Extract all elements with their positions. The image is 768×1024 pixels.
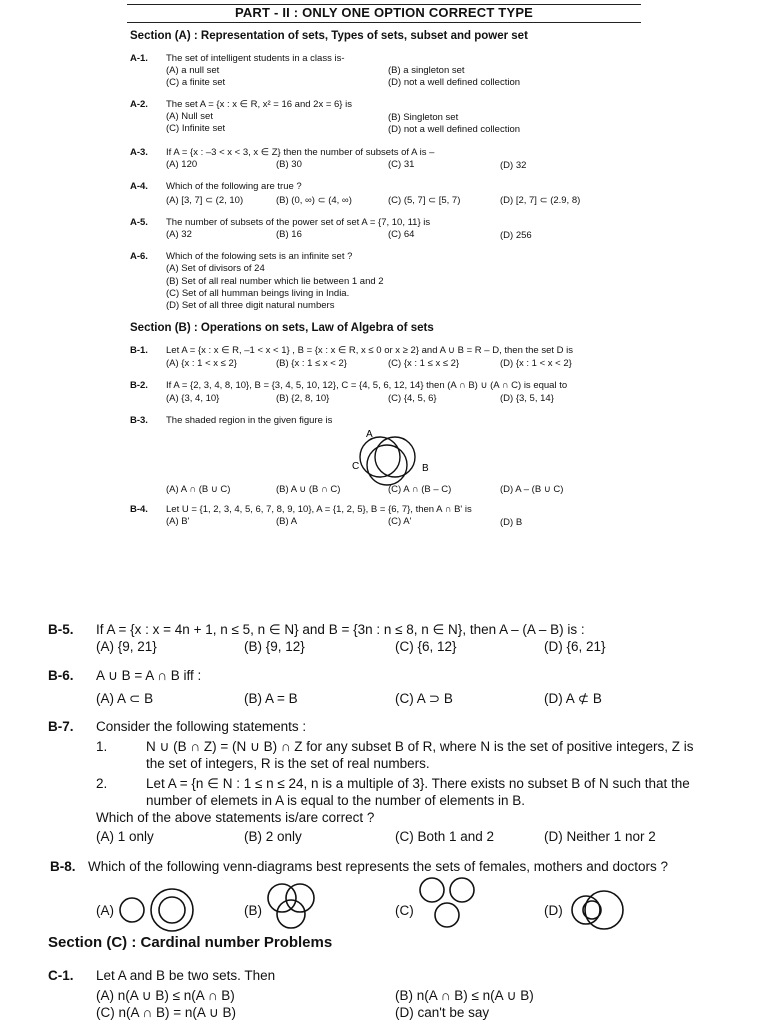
question-text: The shaded region in the given figure is <box>166 415 333 426</box>
option-a: (A) 120 <box>166 159 198 170</box>
statement-line: N ∪ (B ∩ Z) = (N ∪ B) ∩ Z for any subset B of R, where N is the set of positive integers, Z is <box>146 739 694 754</box>
question-ask: Which of the above statements is/are correct ? <box>96 810 375 825</box>
option-a: (A) 32 <box>166 229 192 240</box>
question-number: A-4. <box>130 181 148 192</box>
venn-label-c: C <box>352 461 360 472</box>
option-c: (C) A' <box>388 516 412 527</box>
question-number: B-5. <box>48 622 74 637</box>
statement-line: the set of integers, R is the set of real numbers. <box>146 756 430 771</box>
question-text: Which of the following venn-diagrams best represents the sets of females, mothers and doctors ? <box>88 859 669 874</box>
option-b: (B) A <box>276 516 298 527</box>
venn-option-d <box>566 888 630 932</box>
option-d: (D) not a well defined collection <box>388 77 521 88</box>
option-c: (C) 31 <box>388 159 415 170</box>
option-d: (D) A – (B ∪ C) <box>500 484 564 495</box>
option-b: (B) Singleton set <box>388 112 459 123</box>
option-b: (B) 2 only <box>244 829 302 844</box>
option-c-label: (C) <box>395 903 414 918</box>
option-a: (A) B' <box>166 516 190 527</box>
option-a-label: (A) <box>96 903 114 918</box>
question-text: If A = {x : –3 < x < 3, x ∈ Z} then the number of subsets of A is – <box>166 147 435 158</box>
option-a: (A) Set of divisors of 24 <box>166 263 265 274</box>
option-d: (D) can't be say <box>395 1005 490 1020</box>
statement-line: Let A = {n ∈ N : 1 ≤ n ≤ 24, n is a multiple of 3}. There exists no subset B of N such that the <box>146 776 690 791</box>
question-text: The set A = {x : x ∈ R, x² = 16 and 2x = 6} is <box>166 99 352 110</box>
question-text: If A = {x : x = 4n + 1, n ≤ 5, n ∈ N} and B = {3n : n ≤ 8, n ∈ N}, then A – (A – B) is : <box>96 622 585 637</box>
option-b: (B) Set of all real number which lie between 1 and 2 <box>166 276 384 287</box>
question-text: The number of subsets of the power set of set A = {7, 10, 11} is <box>166 217 431 228</box>
option-b: (B) n(A ∩ B) ≤ n(A ∪ B) <box>395 988 534 1003</box>
option-c: (C) {6, 12} <box>395 639 457 654</box>
option-d: (D) Set of all three digit natural numbers <box>166 300 335 311</box>
venn-diagram-abc <box>340 425 440 485</box>
option-c: (C) a finite set <box>166 77 226 88</box>
option-a: (A) {x : 1 < x ≤ 2} <box>166 358 237 369</box>
question-number: A-1. <box>130 53 148 64</box>
question-number: B-7. <box>48 719 74 734</box>
question-number: B-3. <box>130 415 148 426</box>
option-c: (C) {4, 5, 6} <box>388 393 437 404</box>
venn-option-b <box>262 878 322 934</box>
venn-option-c <box>414 874 486 934</box>
question-text: Let A and B be two sets. Then <box>96 968 276 983</box>
venn-label-b: B <box>422 463 429 474</box>
option-b: (B) a singleton set <box>388 65 465 76</box>
question-number: B-1. <box>130 345 148 356</box>
option-c: (C) {x : 1 ≤ x ≤ 2} <box>388 358 460 369</box>
option-d: (D) B <box>500 517 523 528</box>
option-a: (A) Null set <box>166 111 213 122</box>
question-number: A-6. <box>130 251 148 262</box>
option-c: (C) A ⊃ B <box>395 691 453 706</box>
option-b: (B) {2, 8, 10} <box>276 393 330 404</box>
question-number: B-6. <box>48 668 74 683</box>
venn-label-a: A <box>366 429 373 440</box>
section-b-title: Section (B) : Operations on sets, Law of Algebra of sets <box>130 322 434 334</box>
question-number: B-8. <box>50 859 76 874</box>
option-b: (B) {x : 1 ≤ x < 2} <box>276 358 347 369</box>
question-text: A ∪ B = A ∩ B iff : <box>96 668 202 683</box>
option-c: (C) Both 1 and 2 <box>395 829 495 844</box>
question-text: Let A = {x : x ∈ R, –1 < x < 1} , B = {x : x ∈ R, x ≤ 0 or x ≥ 2} and A ∪ B = R – D, then the set D is <box>166 345 574 356</box>
question-text: Which of the following are true ? <box>166 181 302 192</box>
option-a: (A) {9, 21} <box>96 639 157 654</box>
option-d: (D) {x : 1 < x < 2} <box>500 358 572 369</box>
option-b: (B) 30 <box>276 159 302 170</box>
option-d: (D) Neither 1 nor 2 <box>544 829 656 844</box>
statement-number: 1. <box>96 739 108 754</box>
option-d: (D) not a well defined collection <box>388 124 521 135</box>
option-c: (C) (5, 7] ⊂ [5, 7) <box>388 195 461 206</box>
option-b: (B) 16 <box>276 229 302 240</box>
option-b-label: (B) <box>244 903 262 918</box>
question-number: B-4. <box>130 504 148 515</box>
option-d: (D) A ⊄ B <box>544 691 602 706</box>
option-c: (C) Infinite set <box>166 123 226 134</box>
question-number: A-2. <box>130 99 148 110</box>
question-text: Let U = {1, 2, 3, 4, 5, 6, 7, 8, 9, 10}, A = {1, 2, 5}, B = {6, 7}, then A ∩ B' is <box>166 504 472 515</box>
option-a: (A) {3, 4, 10} <box>166 393 220 404</box>
option-d: (D) {3, 5, 14} <box>500 393 554 404</box>
question-text: Which of the folowing sets is an infinite set ? <box>166 251 353 262</box>
question-text: If A = {2, 3, 4, 8, 10}, B = {3, 4, 5, 10, 12}, C = {4, 5, 6, 12, 14} then (A ∩ B) ∪ (A ∩ C) is equal to <box>166 380 568 391</box>
option-b: (B) {9, 12} <box>244 639 305 654</box>
question-number: B-2. <box>130 380 148 391</box>
option-d-label: (D) <box>544 903 563 918</box>
question-number: A-3. <box>130 147 148 158</box>
option-d: (D) 256 <box>500 230 532 241</box>
option-a: (A) a null set <box>166 65 220 76</box>
statement-number: 2. <box>96 776 108 791</box>
question-number: A-5. <box>130 217 148 228</box>
option-d: (D) 32 <box>500 160 527 171</box>
option-b: (B) (0, ∞) ⊂ (4, ∞) <box>276 195 352 206</box>
question-text: The set of intelligent students in a class is- <box>166 53 345 64</box>
section-a-title: Section (A) : Representation of sets, Types of sets, subset and power set <box>130 30 528 42</box>
option-a: (A) 1 only <box>96 829 154 844</box>
venn-option-a <box>118 888 198 932</box>
header-bottom-rule <box>127 22 641 23</box>
option-d: (D) {6, 21} <box>544 639 606 654</box>
option-a: (A) [3, 7] ⊂ (2, 10) <box>166 195 244 206</box>
section-c-title: Section (C) : Cardinal number Problems <box>48 934 333 951</box>
question-text: Consider the following statements : <box>96 719 307 734</box>
option-c: (C) n(A ∩ B) = n(A ∪ B) <box>96 1005 236 1020</box>
option-b: (B) A ∪ (B ∩ C) <box>276 484 341 495</box>
option-a: (A) A ⊂ B <box>96 691 154 706</box>
question-number: C-1. <box>48 968 74 983</box>
option-c: (C) 64 <box>388 229 415 240</box>
option-a: (A) n(A ∪ B) ≤ n(A ∩ B) <box>96 988 235 1003</box>
option-a: (A) A ∩ (B ∪ C) <box>166 484 231 495</box>
page-title: PART - II : ONLY ONE OPTION CORRECT TYPE <box>234 5 534 20</box>
option-c: (C) Set of all humman beings living in India. <box>166 288 350 299</box>
option-d: (D) [2, 7] ⊂ (2.9, 8) <box>500 195 581 206</box>
statement-line: number of elemets in A is equal to the number of elements in B. <box>146 793 525 808</box>
option-b: (B) A = B <box>244 691 298 706</box>
option-c: (C) A ∩ (B – C) <box>388 484 452 495</box>
